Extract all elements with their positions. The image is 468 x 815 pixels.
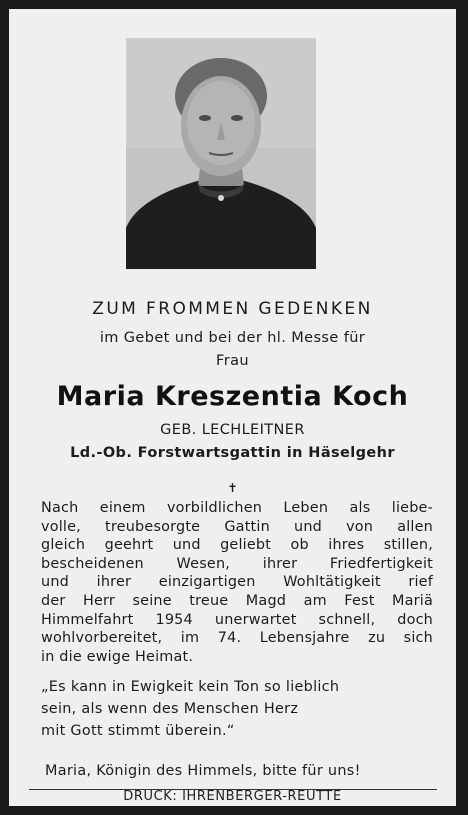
portrait-photo [126, 38, 316, 269]
portrait-illustration [126, 38, 316, 269]
biography-line: Himmelfahrt 1954 unerwartet schnell, doch [41, 611, 433, 628]
biography-line: bescheidenen Wesen, ihrer Friedfertigkeit [41, 555, 433, 572]
biography-line: wohlvorbereitet, im 74. Lebensjahre zu sich [41, 630, 433, 647]
biography-line: und ihrer einzigartigen Wohltätigkeit rief [41, 574, 433, 591]
quotation [41, 676, 441, 742]
deceased-name: Maria Kreszentia Koch [56, 381, 409, 412]
biography-line: gleich geehrt und geliebt ob ihres stillen, [41, 537, 433, 554]
quote-line: mit Gott stimmt überein.“ [41, 723, 235, 739]
prayer-line: im Gebet und bei der hl. Messe für [99, 330, 366, 346]
printer-imprint: DRUCK: IHRENBERGER-REUTTE [123, 789, 342, 804]
closing-prayer: Maria, Königin des Himmels, bitte für uns! [45, 763, 361, 779]
biography-line: der Herr seine treue Magd am Fest Mariä [41, 592, 433, 609]
biography-text [41, 499, 433, 666]
occupation-line: Ld.-Ob. Forstwartsgattin in Häselgehr [70, 445, 395, 461]
quote-line: sein, als wenn des Menschen Herz [41, 701, 299, 717]
biography-line: in die ewige Heimat. [41, 648, 194, 665]
quote-line: „Es kann in Ewigkeit kein Ton so lieblich [41, 679, 340, 695]
maiden-name: GEB. LECHLEITNER [160, 422, 305, 438]
biography-line: Nach einem vorbildlichen Leben als liebe- [41, 500, 433, 516]
memorial-card [9, 9, 456, 806]
salutation: Frau [216, 353, 249, 369]
heading-in-memoriam: ZUM FROMMEN GEDENKEN [92, 299, 373, 319]
cross-icon: ✝ [227, 481, 238, 495]
biography-line: volle, treubesorgte Gattin und von allen [41, 518, 433, 535]
